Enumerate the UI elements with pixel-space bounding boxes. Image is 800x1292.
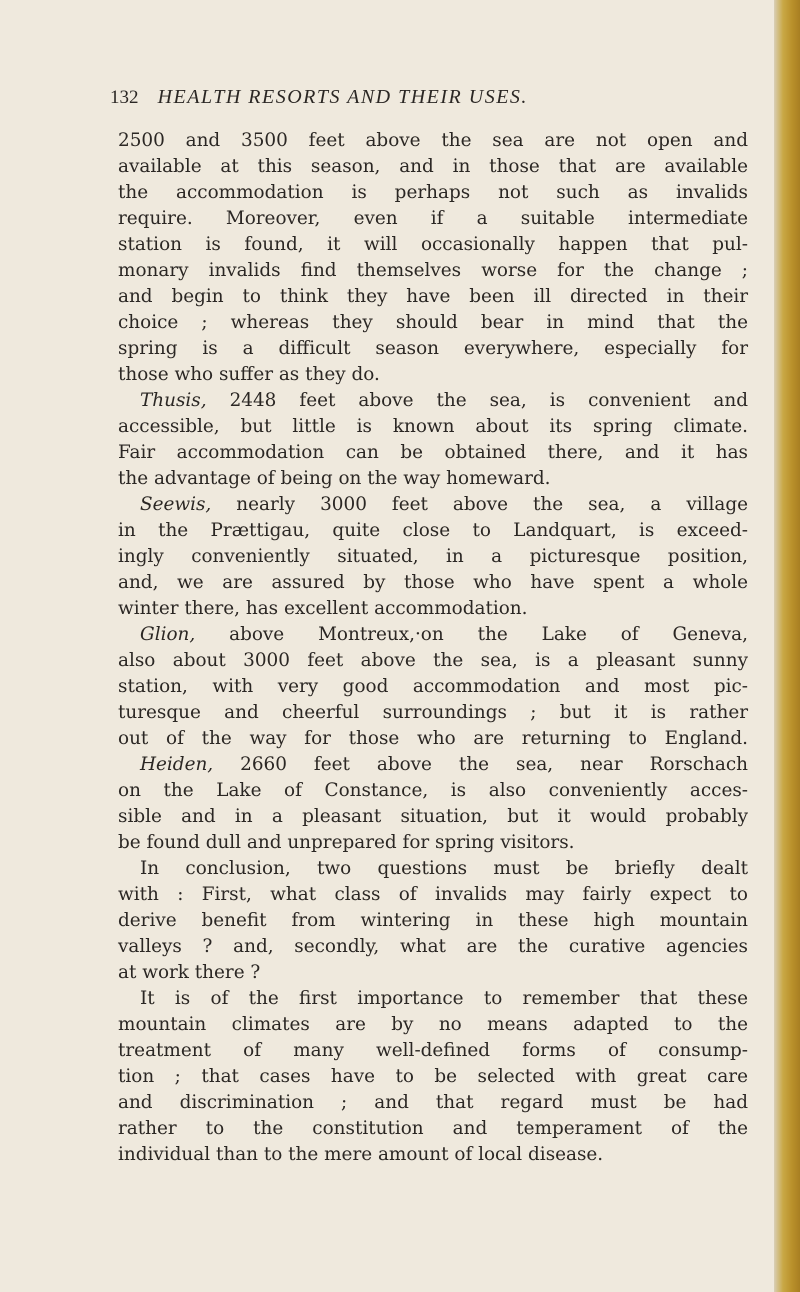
text-line: available at this season, and in those that are available bbox=[118, 156, 748, 177]
text-line: It is of the first importance to remember that these bbox=[140, 988, 748, 1009]
text-line: those who suffer as they do. bbox=[118, 364, 380, 385]
text-line: station is found, it will occasionally happen that pul- bbox=[118, 234, 748, 255]
text-line: tion ; that cases have to be selected with great care bbox=[118, 1066, 748, 1087]
text-line: In conclusion, two questions must be briefly dealt bbox=[140, 858, 748, 879]
text-line: sible and in a pleasant situation, but it would probably bbox=[118, 806, 748, 827]
text-line: spring is a difficult season everywhere, especially for bbox=[118, 338, 748, 359]
text-line: Seewis, nearly 3000 feet above the sea, a village bbox=[140, 494, 748, 515]
text-line: on the Lake of Constance, is also conveniently acces- bbox=[118, 780, 748, 801]
text-line: the accommodation is perhaps not such as invalids bbox=[118, 182, 748, 203]
text-line: the advantage of being on the way homeward. bbox=[118, 468, 551, 489]
text-line: at work there ? bbox=[118, 962, 261, 983]
place-name-heiden: Heiden, bbox=[140, 754, 214, 775]
text-line: and begin to think they have been ill directed in their bbox=[118, 286, 748, 307]
text-line: choice ; whereas they should bear in mind that the bbox=[118, 312, 748, 333]
text-line: and, we are assured by those who have spent a whole bbox=[118, 572, 748, 593]
text-line: treatment of many well-defined forms of consump- bbox=[118, 1040, 748, 1061]
body-text bbox=[118, 128, 748, 1168]
text-line: with : First, what class of invalids may fairly expect to bbox=[118, 884, 748, 905]
text-line: rather to the constitution and temperament of the bbox=[118, 1118, 748, 1139]
place-name-seewis: Seewis, bbox=[140, 494, 212, 515]
place-name-thusis: Thusis, bbox=[140, 390, 207, 411]
text-line: Heiden, 2660 feet above the sea, near Rorschach bbox=[140, 754, 748, 775]
text-line: turesque and cheerful surroundings ; but it is rather bbox=[118, 702, 748, 723]
page-edge bbox=[774, 0, 800, 1292]
text-line: and discrimination ; and that regard must be had bbox=[118, 1092, 748, 1113]
text-line: individual than to the mere amount of local disease. bbox=[118, 1144, 604, 1165]
page-header bbox=[110, 86, 710, 114]
text-line: station, with very good accommodation and most pic- bbox=[118, 676, 748, 697]
text-line: Glion, above Montreux,·on the Lake of Geneva, bbox=[140, 624, 748, 645]
text-line: Fair accommodation can be obtained there, and it has bbox=[118, 442, 748, 463]
place-name-glion: Glion, bbox=[140, 624, 196, 645]
text-line: ingly conveniently situated, in a picturesque position, bbox=[118, 546, 748, 567]
text-line: also about 3000 feet above the sea, is a pleasant sunny bbox=[118, 650, 748, 671]
text-line: mountain climates are by no means adapted to the bbox=[118, 1014, 748, 1035]
running-head: HEALTH RESORTS AND THEIR USES. bbox=[157, 86, 528, 108]
text-line: 2500 and 3500 feet above the sea are not open and bbox=[118, 130, 748, 151]
text-line: derive benefit from wintering in these high mountain bbox=[118, 910, 748, 931]
text-line: require. Moreover, even if a suitable intermediate bbox=[118, 208, 748, 229]
text-line: valleys ? and, secondly, what are the curative agencies bbox=[118, 936, 748, 957]
page-number: 132 bbox=[110, 87, 139, 108]
text-line: out of the way for those who are returning to England. bbox=[118, 728, 748, 749]
text-line: accessible, but little is known about its spring climate. bbox=[118, 416, 748, 437]
text-line: in the Prættigau, quite close to Landquart, is exceed- bbox=[118, 520, 748, 541]
text-line: monary invalids find themselves worse for the change ; bbox=[118, 260, 748, 281]
text-line: winter there, has excellent accommodation. bbox=[118, 598, 528, 619]
text-line: Thusis, 2448 feet above the sea, is convenient and bbox=[140, 390, 748, 411]
text-line: be found dull and unprepared for spring visitors. bbox=[118, 832, 575, 853]
